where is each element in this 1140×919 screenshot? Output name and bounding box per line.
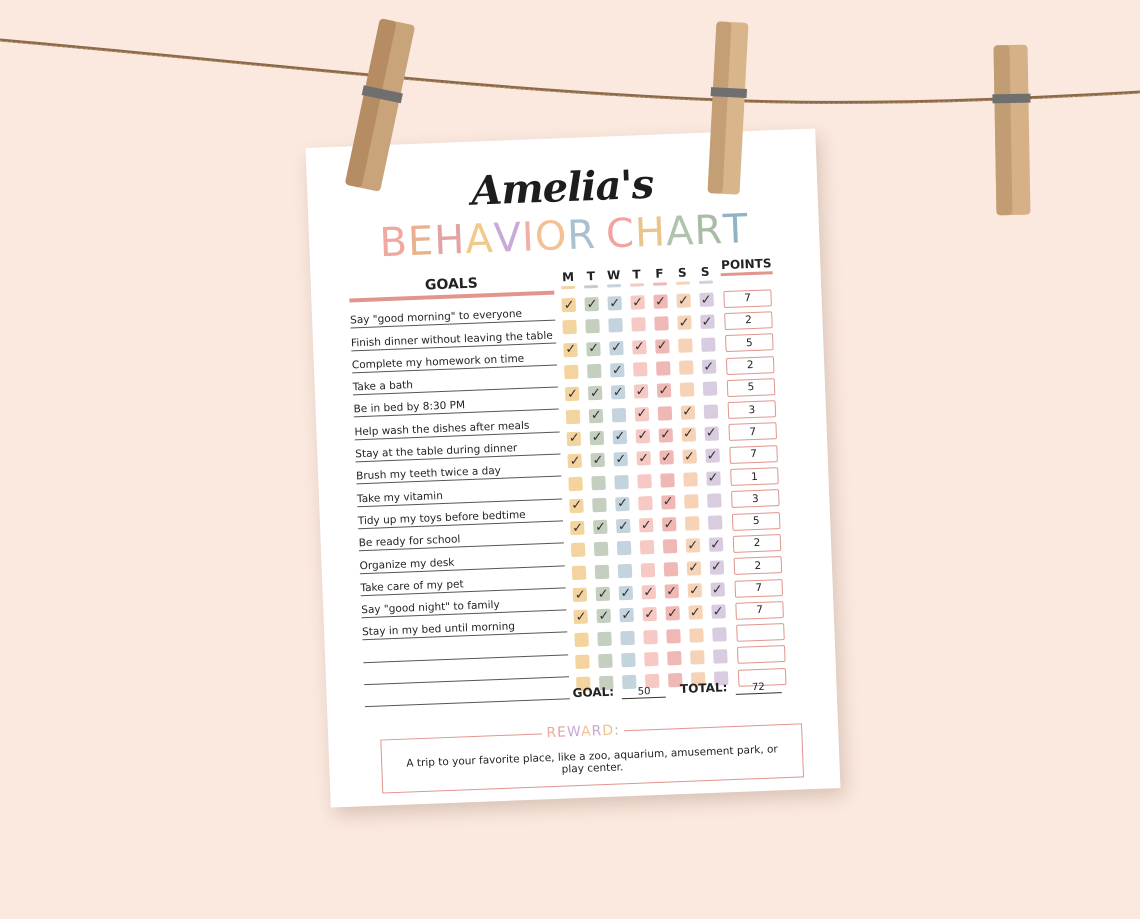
checked-box[interactable]: ✓ xyxy=(589,385,602,402)
checked-box[interactable]: ✓ xyxy=(689,605,702,621)
checked-box[interactable]: ✓ xyxy=(571,497,583,514)
goals-header: GOALS xyxy=(349,273,555,303)
checked-box[interactable]: ✓ xyxy=(574,587,587,603)
day-header: S xyxy=(693,264,717,284)
checked-box[interactable]: ✓ xyxy=(705,425,718,442)
goal-value: 50 xyxy=(622,686,666,700)
title-letter: R xyxy=(693,207,725,255)
checked-box[interactable]: ✓ xyxy=(620,585,632,601)
goal-row: Take a bath xyxy=(352,365,558,395)
checked-box[interactable]: ✓ xyxy=(637,450,650,467)
points-box[interactable]: 7 xyxy=(728,423,777,442)
day-header: M xyxy=(556,270,580,290)
total-label: TOTAL: xyxy=(679,680,728,697)
checked-box[interactable]: ✓ xyxy=(568,431,581,447)
clothespin-left xyxy=(343,18,417,193)
checked-box[interactable]: ✓ xyxy=(700,292,712,308)
checked-box[interactable]: ✓ xyxy=(707,470,719,486)
checked-box[interactable]: ✓ xyxy=(663,516,675,533)
points-header: POINTS xyxy=(720,256,773,276)
points-box[interactable]: 3 xyxy=(731,489,780,508)
checked-box[interactable]: ✓ xyxy=(631,294,644,311)
checked-box[interactable]: ✓ xyxy=(706,448,718,464)
reward-label: REWARD: xyxy=(542,722,624,741)
goal-row: Be in bed by 8:30 PM xyxy=(353,388,559,418)
checked-box[interactable]: ✓ xyxy=(566,386,579,402)
clothespin-right xyxy=(992,45,1033,216)
points-box[interactable]: 7 xyxy=(734,579,783,598)
checked-box[interactable]: ✓ xyxy=(615,451,627,468)
checked-box[interactable]: ✓ xyxy=(701,314,713,330)
checked-box[interactable]: ✓ xyxy=(575,609,587,625)
checked-box[interactable]: ✓ xyxy=(592,452,604,468)
checked-box[interactable]: ✓ xyxy=(682,426,695,443)
child-name: Amelia's xyxy=(470,160,655,215)
checked-box[interactable]: ✓ xyxy=(654,293,667,310)
checked-box[interactable]: ✓ xyxy=(594,519,607,535)
goal-row: Help wash the dishes after meals xyxy=(354,410,560,440)
goal-row: Take care of my pet xyxy=(360,566,566,596)
points-box[interactable]: 5 xyxy=(732,512,781,531)
title-letter: T xyxy=(722,206,750,254)
checked-box[interactable]: ✓ xyxy=(712,604,724,620)
goal-row: Finish dinner without leaving the table xyxy=(350,321,556,351)
points-box[interactable]: 7 xyxy=(729,445,778,464)
checked-box[interactable]: ✓ xyxy=(635,383,647,400)
checked-box[interactable]: ✓ xyxy=(617,518,630,534)
goal-row: Say "good night" to family xyxy=(361,588,567,618)
goal-label: GOAL: xyxy=(572,684,615,701)
checked-box[interactable]: ✓ xyxy=(616,496,629,512)
title-letter: A xyxy=(665,208,696,256)
reward-text: A trip to your favorite place, like a zoo, aquarium, amusement park, or play center. xyxy=(406,743,778,776)
checked-box[interactable]: ✓ xyxy=(633,339,646,355)
points-box[interactable]: 5 xyxy=(725,333,774,352)
checked-box[interactable]: ✓ xyxy=(660,449,673,466)
checked-box[interactable]: ✓ xyxy=(666,605,679,622)
checked-box[interactable]: ✓ xyxy=(710,559,723,575)
points-box[interactable]: 1 xyxy=(730,467,779,486)
total-value: 72 xyxy=(735,681,781,695)
checked-box[interactable]: ✓ xyxy=(643,584,655,600)
title-letter: O xyxy=(533,213,569,261)
title-letter: B xyxy=(378,219,409,267)
checked-box[interactable]: ✓ xyxy=(587,341,600,357)
goal-row: Be ready for school xyxy=(358,521,564,551)
day-header: F xyxy=(648,266,672,286)
checked-box[interactable]: ✓ xyxy=(565,342,577,358)
title-letter: H xyxy=(634,209,667,257)
points-box[interactable]: 5 xyxy=(727,378,776,397)
checked-box[interactable]: ✓ xyxy=(659,427,672,444)
title-letter: H xyxy=(433,216,467,265)
checked-box[interactable]: ✓ xyxy=(687,560,700,576)
checked-box[interactable]: ✓ xyxy=(681,404,694,420)
checked-box[interactable]: ✓ xyxy=(636,406,648,422)
checked-box[interactable]: ✓ xyxy=(637,428,649,444)
title-letter: C xyxy=(605,210,636,258)
points-box[interactable]: 2 xyxy=(726,356,775,375)
goal-row: Say "good morning" to everyone xyxy=(350,299,556,329)
points-box[interactable]: 7 xyxy=(735,601,784,620)
checked-box[interactable]: ✓ xyxy=(571,520,584,536)
day-header: T xyxy=(579,269,603,289)
checked-box[interactable]: ✓ xyxy=(687,538,699,554)
title-letter: R xyxy=(566,211,597,260)
checked-box[interactable]: ✓ xyxy=(703,359,715,375)
checked-box[interactable]: ✓ xyxy=(658,383,670,399)
checked-box[interactable]: ✓ xyxy=(598,608,610,624)
checked-box[interactable]: ✓ xyxy=(688,582,701,599)
goal-row: Take my vitamin xyxy=(356,477,562,507)
checked-box[interactable]: ✓ xyxy=(612,384,625,401)
checked-box[interactable]: ✓ xyxy=(611,362,624,378)
checked-box[interactable]: ✓ xyxy=(610,340,623,356)
checked-box[interactable]: ✓ xyxy=(665,583,678,600)
points-box[interactable]: 7 xyxy=(723,289,772,308)
title-letter: E xyxy=(407,218,436,266)
points-box[interactable]: 2 xyxy=(733,534,782,553)
goal-row: Organize my desk xyxy=(359,544,565,574)
goal-row: Brush my teeth twice a day xyxy=(356,455,562,485)
title-letter: I xyxy=(521,214,536,261)
checked-box[interactable]: ✓ xyxy=(709,537,722,553)
goal-row: Tidy up my toys before bedtime xyxy=(357,499,563,529)
checked-box[interactable]: ✓ xyxy=(563,297,575,313)
checked-box[interactable]: ✓ xyxy=(643,606,656,623)
checked-box[interactable]: ✓ xyxy=(614,429,626,445)
clothespin-middle xyxy=(706,21,751,195)
points-box[interactable]: 3 xyxy=(728,400,777,419)
title-letter: V xyxy=(492,214,523,262)
day-header: W xyxy=(602,268,626,288)
checked-box[interactable]: ✓ xyxy=(621,607,633,624)
goal-row: Stay at the table during dinner xyxy=(355,432,561,462)
checked-box[interactable]: ✓ xyxy=(590,407,603,424)
day-header: S xyxy=(671,265,695,285)
checked-box[interactable]: ✓ xyxy=(683,449,696,465)
goal-row: Complete my homework on time xyxy=(351,343,557,373)
checked-box[interactable]: ✓ xyxy=(711,581,724,598)
checked-box[interactable]: ✓ xyxy=(569,453,581,469)
checked-box[interactable]: ✓ xyxy=(597,586,609,602)
checked-box[interactable]: ✓ xyxy=(609,295,621,312)
day-header: T xyxy=(625,267,649,287)
checked-box[interactable]: ✓ xyxy=(586,296,598,312)
points-box[interactable]: 2 xyxy=(734,556,783,575)
points-box[interactable]: 2 xyxy=(724,311,773,330)
checked-box[interactable]: ✓ xyxy=(591,430,603,446)
title-letter: A xyxy=(464,215,495,263)
checked-box[interactable]: ✓ xyxy=(640,517,652,534)
goal-row: Stay in my bed until morning xyxy=(362,611,568,641)
checked-box[interactable]: ✓ xyxy=(677,293,690,309)
checked-box[interactable]: ✓ xyxy=(678,315,690,331)
checked-box[interactable]: ✓ xyxy=(656,338,668,354)
checked-box[interactable]: ✓ xyxy=(662,494,674,510)
